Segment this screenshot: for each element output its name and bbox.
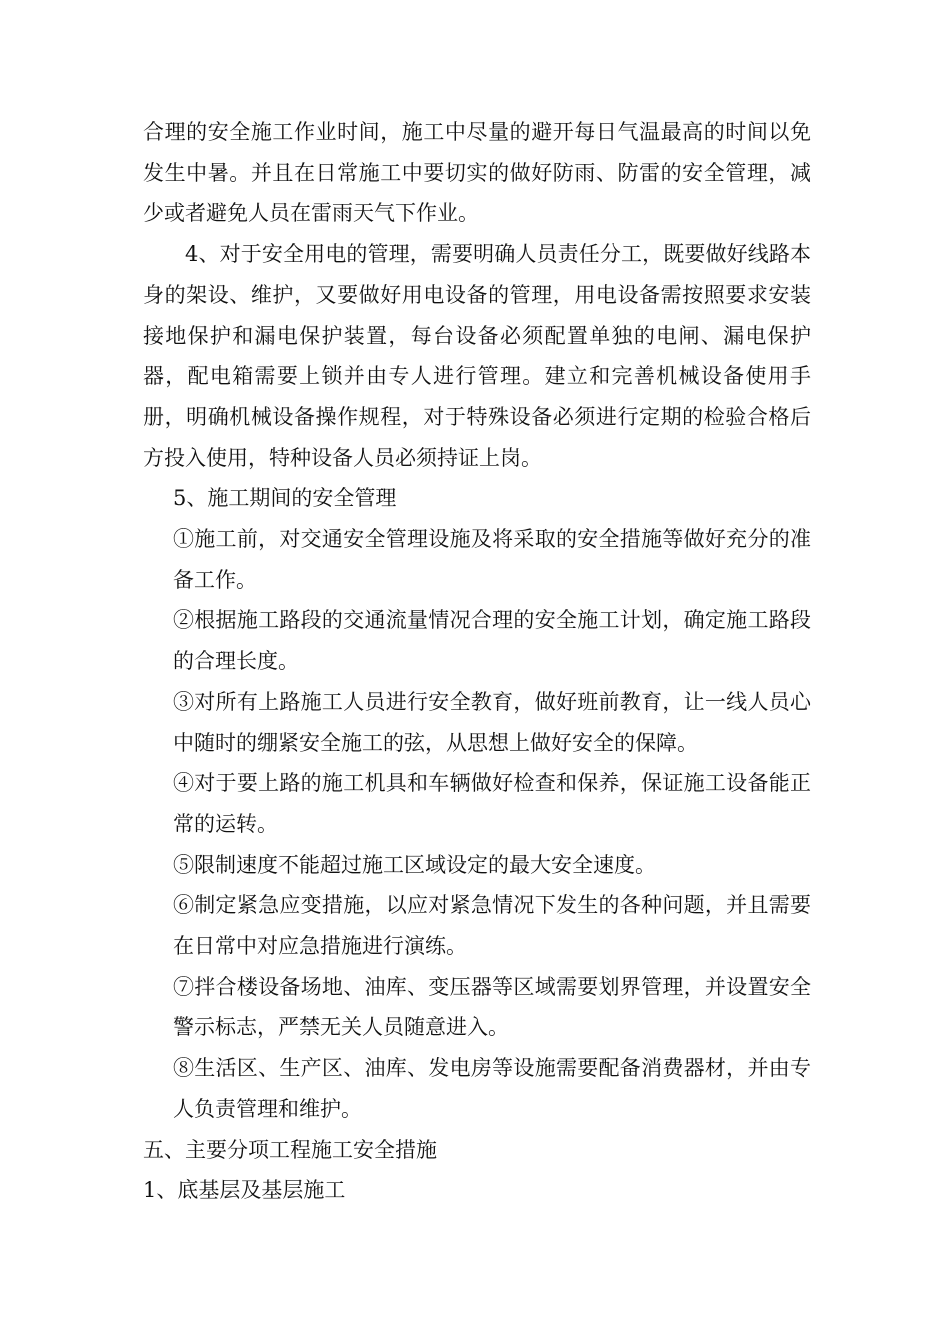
- list-item: ⑥制定紧急应变措施，以应对紧急情况下发生的各种问题，并且需要在日常中对应急措施进行演练。: [173, 893, 811, 959]
- list-item: ⑦拌合楼设备场地、油库、变压器等区域需要划界管理，并设置安全警示标志，严禁无关人员随意进入。: [173, 974, 811, 1040]
- list-item: ②根据施工路段的交通流量情况合理的安全施工计划，确定施工路段的合理长度。: [173, 608, 811, 674]
- list-item: ⑤限制速度不能超过施工区域设定的最大安全速度。: [173, 852, 656, 877]
- list-item: ①施工前，对交通安全管理设施及将采取的安全措施等做好充分的准备工作。: [173, 527, 811, 592]
- list-item: ③对所有上路施工人员进行安全教育，做好班前教育，让一线人员心中随时的绷紧安全施工的弦，从思想上做好安全的保障。: [173, 689, 811, 755]
- list-item: ⑧生活区、生产区、油库、发电房等设施需要配备消费器材，并由专人负责管理和维护。: [173, 1056, 811, 1121]
- list-item: ④对于要上路的施工机具和车辆做好检查和保养，保证施工设备能正常的运转。: [173, 771, 811, 836]
- sub-heading: 1、底基层及基层施工: [143, 1178, 346, 1203]
- paragraph-construction-period-title: 5、施工期间的安全管理: [173, 486, 397, 511]
- section-heading: 五、主要分项工程施工安全措施: [143, 1137, 437, 1162]
- document-body: [143, 112, 811, 1211]
- paragraph-electric-safety: 4、对于安全用电的管理，需要明确人员责任分工，既要做好线路本身的架设、维护，又要做好用电设备的管理，用电设备需按照要求安装接地保护和漏电保护装置，每台设备必须配置单独的电闸、漏电保护器，配电箱需要上锁并由专人进行管理。建立和完善机械设备使用手册，明确机械设备操作规程，对于特殊设备必须进行定期的检验合格后方投入使用，特种设备人员必须持证上岗。: [143, 242, 811, 470]
- paragraph-continuation: 合理的安全施工作业时间，施工中尽量的避开每日气温最高的时间以免发生中暑。并且在日常施工中要切实的做好防雨、防雷的安全管理，减少或者避免人员在雷雨天气下作业。: [143, 120, 811, 226]
